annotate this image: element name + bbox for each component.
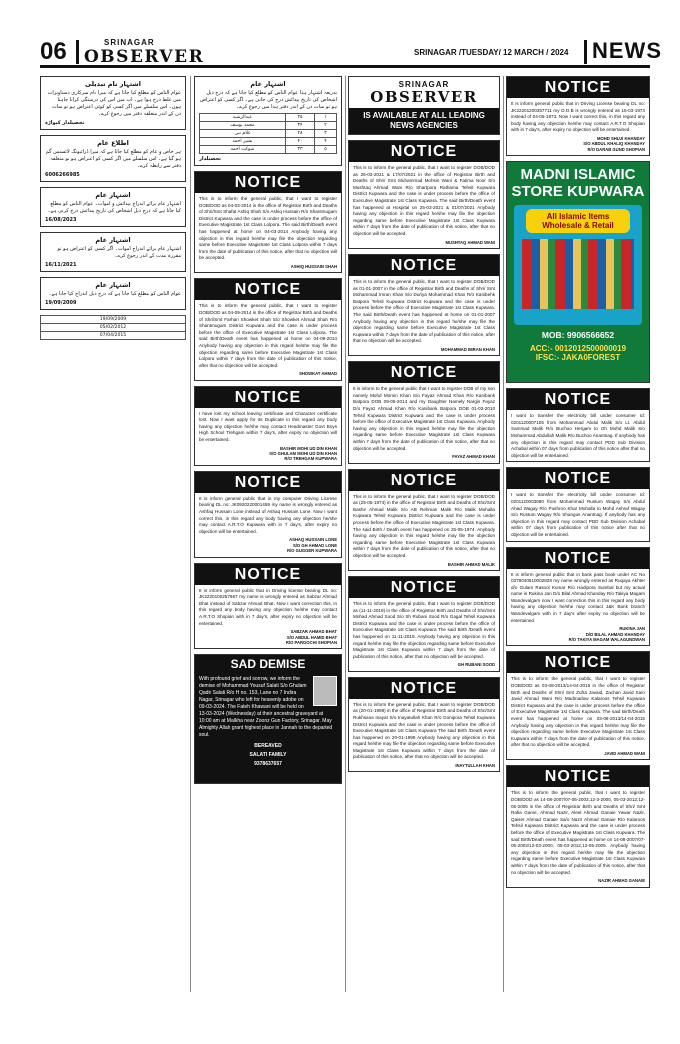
urdu-cell: ۴۰ xyxy=(285,138,314,146)
signature-line: SABZAR AHMAD BHAT xyxy=(290,629,337,635)
urdu-title: اشتہار عام xyxy=(95,191,131,199)
notice-title: NOTICE xyxy=(507,652,649,673)
urdu-signature: 16/11/2021 xyxy=(45,262,77,268)
demise-body: With profound grief and sorrow, we inform the demise of Mohammad Yousuf Salati S/o Ghulam Qadir Salati R/o H no. 153, Lane no 7 Indira Nagar, Srinagar who left for heavenly adobe on 09-03-2024. The Fateh Khawani will be held on 13-03-2024 (Wednesday) at their ancestral graveyard at 10:00 am at Malkha near Zoonz Gun Factory, Srinagar. May Almighty Allah grant highest place in Jannah to the departed soul. xyxy=(199,676,333,739)
notice-box xyxy=(348,254,500,356)
urdu-cell: ۵ xyxy=(315,146,337,154)
promo-availability: IS AVAILABLE AT ALL LEADING NEWS AGENCIES xyxy=(349,108,499,134)
urdu-signature: تحصیلدار کپواڑہ xyxy=(45,120,85,126)
notice-box xyxy=(506,388,650,462)
issue-date: SRINAGAR /TUESDAY/ 12 MARCH / 2024 xyxy=(414,48,569,57)
urdu-notice xyxy=(40,277,186,310)
demise-family: SALATI FAMILY xyxy=(249,752,287,759)
notice-box xyxy=(506,467,650,541)
urdu-column xyxy=(40,76,186,992)
store-name: MADNI ISLAMIC STORE KUPWARA xyxy=(511,166,645,201)
urdu-text: ہر خاص و عام کو مطلع کیا جاتا ہے کہ میرا ڈرائیونگ لائسنس گم ہو گیا ہے۔ اس سلسلے میں اگر کسی کو اعتراض ہو تو متعلقہ دفتر سے رابطہ کرے۔ xyxy=(45,149,181,169)
signature-line: R/O TAKIYA MAGAM WALAGUNDWAN xyxy=(568,637,645,643)
urdu-text: عوام الناس کو مطلع کیا جاتا ہے کہ میرا نام سرکاری دستاویزات میں غلط درج ہوا ہے۔ اب میں اس کی درستگی کرانا چاہتا ہوں۔ اس سلسلے میں اگر کسی کو کوئی اعتراض ہو تو سات دن کے اندر متعلقہ دفتر میں رجوع کرے۔ xyxy=(47,90,181,117)
signature-line: R/O DARAB GUND SHOPIAN xyxy=(587,146,645,152)
ad-mobile: MOB: 9906566652 xyxy=(541,330,615,341)
notice-body: This is to inform the general public, that I want to register DOB/DOD as 01-01-2007 in the office of Registrar Birth and Deaths of Shri/ Smt Mohammad Imran Khan S/o Duriya Mohammad Khan R/o Kanibehk Batpora Tehsil Kupwara District Kupwara and the case is under process before the office of Executive Magistrate 1st Class Kupwara. The said Birth/Death event has happened at home on 01-01-2007 Anybody having any objection in this regard he/she may file the objection regarding same before Executive Magistrate 1st Class Kupwara within 7 days from the date of publication of this notice, after that no objection will be accepted. xyxy=(353,278,495,344)
notice-title: NOTICE xyxy=(507,77,649,98)
notice-box xyxy=(194,563,342,650)
notice-title: NOTICE xyxy=(349,470,499,491)
urdu-title: اشتہار عام xyxy=(95,281,131,289)
section-divider xyxy=(584,40,587,64)
column-rule xyxy=(190,76,191,992)
urdu-date-table xyxy=(40,315,186,340)
urdu-date-cell: 07/04/2015 xyxy=(41,332,186,340)
signature-line: FAYAZ AHMAD KHAN xyxy=(452,454,495,460)
notice-title: NOTICE xyxy=(349,255,499,276)
notice-body: This is to inform the general public, that I want to register DOB/DOD as 04-03-2014 in the office of Registrar Birth and Deaths of Shri/Smt Shafat Ashiq Shah S/o Ashiq Hussain R/o Shantmugam District Kupwara and the case is under process before the office of Executive Magistrate 1st Class Lolpora. The said Birth/Death event has happened at home on 04-03-2014 Anybody having any objection in this regard he/she may file the objection regarding same before Executive Magistrate 1st Class Lolpora within 7 days from the date of publication of this notice, after that no objection will be accepted. xyxy=(199,196,337,261)
signature-line: NAZIR AHMAD GANAIE xyxy=(598,878,645,884)
urdu-text: اشتہار عام برائے اندراج پیدائش و اموات۔ عوام الناس کو مطلع کیا جاتا ہے کہ درج ذیل اشخاص کی تاریخ پیدائش درج کرنی ہے۔ xyxy=(47,201,181,214)
notice-signature xyxy=(349,347,499,355)
notice-box xyxy=(194,471,342,558)
notice-box xyxy=(506,547,650,647)
notice-body: This is to inform the general public, that I want to register DOB/DOD as 04-09-2014 in the office of Registrar Birth and Deaths of Shri/Smt Farhan Showket Shah S/o Showket Ahmad Shah R/o Shantmugam District Kupwara and the case is under process before the office of Executive Magistrate 1st Class Lolpora. The said Birth/Death event has happened at home on 04-09-2014 Anybody having any objection in this regard he/she may file the objection regarding same before Executive Magistrate 1st Class Lolpora within 7 days from the date of publication of this notice, after that no objection will be accepted. xyxy=(199,303,337,368)
notice-box xyxy=(506,651,650,760)
notice-box xyxy=(506,76,650,156)
notice-box xyxy=(348,576,500,672)
demise-bereaved: BEREAVED xyxy=(254,743,282,750)
section-name: NEWS xyxy=(592,38,662,63)
notice-signature xyxy=(507,136,649,155)
signature-line: ASHAQ HUSSAIN LONE xyxy=(289,537,337,543)
demise-title: SAD DEMISE xyxy=(195,655,341,673)
notice-body: I have lost my school leaving certificate and Character certificate lost. Now I want apply for its Duplicate in this regard any body having any objection he/she may contact Headmaster Govt Boys High School Trehgam within 7 day's, after expiry no objection will be entertained. xyxy=(199,410,337,443)
masthead-small: SRINAGAR xyxy=(104,38,155,47)
notice-body: It is inform general public that in Driving license bearing DL no: JK2220100257667 my name is wrongly entered as Sabzar Ahmad Bhat instead of Sabzar Ahmad Bhat. Now I want correction this, in this regard any body having any objection he/she may contact A.R.T.O Shopian with in 7 day's, after expiry no objection will be entertained. xyxy=(199,587,337,626)
notice-body: It is inform general public that in Driving License bearing DL no: JK22201200357711 my D.O.B is wrongly entered as 15-03-1974 instead of 04-05-1973. Now I want correct this, in this regard any body having any objection he/she may contact A.R.T.O Shopian with in 7 day's, after expiry no objection will be entertained. xyxy=(511,101,645,133)
signature-line: BASHIR MOHI UD DIN KHAN xyxy=(280,445,337,451)
signature-line: R/O GUGGER KUPWARA xyxy=(286,548,337,554)
urdu-cell: محمد یوسف xyxy=(200,122,286,130)
masthead xyxy=(84,38,204,67)
signature-line: INAYTULLAH KHAN xyxy=(455,763,495,769)
signature-line: S/O ABDUL HAMID BHAT xyxy=(286,634,337,640)
promo-big: OBSERVER xyxy=(370,88,478,106)
notice-signature xyxy=(349,562,499,570)
signature-line: S/O GHULAM MOHI UD DIN KHAN xyxy=(269,451,337,457)
column-rule xyxy=(503,76,504,992)
notice-body: I want to transfer the electricity bill under consumer Id: 0201120007105 from Mohammad Abdul Malik S/o Lt. Abdul Sammad Malik R/o Buchoo Hergam to Gh Mohd Malik S/o Mohammad Abdullah Malik R/o Buchoo Anantnag. If anybody has any objection in this regard may contact PDD Sub Division Achabal within 07 days from publication of this notice after that no objection will be entertained. xyxy=(511,413,645,458)
notice-box xyxy=(194,278,342,380)
notice-body: This is to inform the general public, that I want to register DOB/DOD as 03-08-2013/14-04-2015 in the office of Registrar Birth and Deaths of Shri/ Smt Zufra Javaid, Zachan Javid Sa/o Javid Ahmad Wani R/o Madmadow Kalaroos Tehsil Kupwara District Kupwara and the case is under process before the office of Executive Magistrate 1st Class Kupwara. The said Birth/Death event has happened at home on 03-08-2013/14-04-2015 Anybody having any objection in this regard he/she may file the objection regarding same before Executive Magistrate 1st Class Kupwara within 7 days from the date of publication of this notice, after that no objection will be accepted. xyxy=(511,676,645,748)
notice-title: NOTICE xyxy=(507,389,649,410)
signature-line: BASHIR AHMAD MALIK xyxy=(447,561,495,567)
urdu-text: عوام الناس کو مطلع کیا جاتا ہے کہ درج ذیل اندراج کیا جانا ہے۔ xyxy=(48,291,181,297)
notice-body: I want to transfer the electricity bill under consumer Id: 0201120003690 from Mohammad Rustum Wagay S/o Abdul Ahad Wagay R/o Pushroo Khar Mohalla to Mohd Ashraf Wagay S/o Rustum Wagay R/o Shangus Anantnag. If anybody has any objection in this regard may contact PDD Sub Division Achabal within 07 days from publication of this notice after that no objection will be entertained. xyxy=(511,492,645,537)
sad-demise-notice xyxy=(194,654,342,784)
page-number: 06 xyxy=(40,38,67,65)
promo-small: SRINAGAR xyxy=(398,80,450,89)
urdu-title: اطلاع عام xyxy=(97,139,129,147)
signature-line: SHOWKAT AHMAD xyxy=(299,371,337,377)
notice-title: NOTICE xyxy=(195,472,341,493)
notice-signature xyxy=(507,878,649,886)
column-2 xyxy=(194,76,342,992)
notice-body: This is to inform the general public, that I want to register DOB/DOD as (11-11-2019) in the office of Registrar Birth and Deaths of Shri/Smt Mohad Ahmad Sood S/o Sh Rubani Sood R/o Gagal Tehsil Kupwara District Kupwara and the case is under process before the office of Executive Magistrate 1st Class Kupwara The said Birth /Death event has happened on 11-11-2019. Anybody having any objection in this regard he/she may file the objection regarding same before Executive Magistrate 1st Class Kupwara within 7 days from the date of publication of this notice, after that no objection will be accepted. xyxy=(353,600,495,659)
availability-promo xyxy=(348,76,500,135)
notice-body: This is to inform the general public, that I want to register DOB/DOD as 14-08-2007/07-05-2003,12-3-2000, 05-03-2012,12-05-2005 in the office of Registrar Birth and Deaths of Shri/ Smt Rafia Ganie, Ahmad Nazir, Aleel Ahmad Ganaie Yawar Nazir, Qaiser Ahmad Ganaie Sa/o Nazir Ahmad Ganaie R/o Kalaroos Tehsil Kupwara District Kupwara and the case is under process before the office of Executive Magistrate 1st Class Kupwara. The said Birth/Death event has happened at home on 14-08-2007/07-05-2003/12-03-2000, 05-03-2012,12-05-2005. Anybody having any objection in this regard he/she may file the objection regarding same before Executive Magistrate 1st Class Kupwara within 7 days from the date of publication of this notice, after that no objection will be accepted. xyxy=(511,790,645,875)
signature-line: R/O TREHGAM KUPWARA xyxy=(284,456,337,462)
signature-line: S/O ABDUL KHALIQ KHANDAY xyxy=(583,141,645,147)
notice-title: NOTICE xyxy=(349,362,499,383)
urdu-cell: ۳۴ xyxy=(285,122,314,130)
notice-title: NOTICE xyxy=(195,387,341,408)
urdu-notice xyxy=(40,76,186,130)
notice-box xyxy=(194,171,342,273)
urdu-date-cell: 05/02/2012 xyxy=(41,324,186,332)
notice-body: This is to inform the general public, that I want to register DOB/DOD as (20-01-1998) in the office of Registrar Birth and Deaths of Shri/Smt Rukhsana Inayat S/o Inayatullah Khan R/o Gonipora Tehsil Kupwara District Kupwara and the case is under process before the office of Executive Magistrate 1st Class Kupwara The said Birth /Death event has happened on 20-01-1998 Anybody having any objection in this regard he/she may file the objection regarding same before Executive Magistrate 1st Class Kupwara within 7 days from the date of publication of this notice, after that no objection will be accepted. xyxy=(353,701,495,760)
urdu-cell: عبدالرشید xyxy=(200,114,286,122)
ad-image xyxy=(514,205,642,325)
urdu-text: اشتہار عام برائے اندراج اموات۔ اگر کسی کو اعتراض ہو تو مقررہ مدت کے اندر رجوع کرے۔ xyxy=(57,246,181,259)
urdu-table xyxy=(199,113,337,154)
page-header xyxy=(40,36,662,68)
notice-box xyxy=(348,361,500,463)
notice-box xyxy=(348,140,500,249)
signature-line: MOHD SHUJI KHANDAY xyxy=(596,135,645,141)
notice-signature xyxy=(349,662,499,670)
urdu-cell: شوکت احمد xyxy=(200,146,286,154)
urdu-signature: تحصیلدار xyxy=(199,156,221,162)
urdu-title: اشتہار عام xyxy=(250,80,286,88)
notice-signature xyxy=(195,629,341,648)
notice-signature xyxy=(195,264,341,272)
notice-box xyxy=(506,765,650,887)
notice-signature xyxy=(507,626,649,645)
notice-signature xyxy=(349,454,499,462)
notice-signature xyxy=(195,446,341,465)
column-4 xyxy=(506,76,650,992)
notice-box xyxy=(194,386,342,466)
notice-signature xyxy=(507,751,649,759)
signature-line: JAVID AHMAD WANI xyxy=(604,751,645,756)
urdu-cell: ۱ xyxy=(315,114,337,122)
notice-title: NOTICE xyxy=(195,564,341,585)
urdu-cell: ۲۵ xyxy=(285,114,314,122)
urdu-cell: غلام نبی xyxy=(200,130,286,138)
urdu-cell: ۳ xyxy=(315,130,337,138)
urdu-date-cell: 19/09/2009 xyxy=(41,316,186,324)
notice-signature xyxy=(195,537,341,556)
signature-line: D/O BILAL AHMAD KHANDAY xyxy=(585,631,645,637)
urdu-cell: ۳۳ xyxy=(285,146,314,154)
notice-body: It is inform general public that in bank pass book under AC No 0379040510002828 my name wrongly entered as Ruqaya Akhter d/o Gulam Rasool Kumar R/o Hadipora Sumbal but my actual name is Rukina Jan D/o Bilal Ahmad Khanday R/o Takiya Magam Wandevalgam now I want correction this in this regard any body having any objection he/she may contact J&K Bank branch Wandevalgam with in 7 day's after expiry no objection will be entertained. xyxy=(511,571,645,623)
urdu-notice xyxy=(40,135,186,182)
urdu-notice xyxy=(194,76,342,166)
urdu-cell: ۲ xyxy=(315,122,337,130)
urdu-notice xyxy=(40,232,186,272)
urdu-title: اشتہار عام xyxy=(95,236,131,244)
notice-signature xyxy=(349,763,499,771)
notice-signature xyxy=(195,371,341,379)
urdu-cell: بشیر احمد xyxy=(200,138,286,146)
notice-title: NOTICE xyxy=(349,577,499,598)
notice-body: It is inform to the general public that I want to register DOB of my son namely Mohd Momin Khan S/o Fayaz Ahmad Khan R/o Kanibank Batpora DOB 09-05-2014 and my Daughter Namely Nargis Fayaz D/o Fayaz Ahmad Khan R/o Kanibank Batpora DOB 01-03-2010 Tehsil Kupwara District Kupwara and the case is under process before the office of Executive Magistrate 1st Class Kupwara. Anybody having any objection in this regard he/she may file the objection regarding same before Executive Magistrate 1st Class Kupwara within 7 days from the date of publication of this notice, after that no objection will be accepted. xyxy=(353,386,495,451)
urdu-notice xyxy=(40,187,186,227)
urdu-signature: 19/09/2009 xyxy=(45,300,77,306)
urdu-title: اشتہار نام تبدیلی xyxy=(85,80,141,88)
notice-title: NOTICE xyxy=(195,279,341,300)
shelf-image xyxy=(522,239,634,309)
urdu-signature: 6006266985 xyxy=(45,172,80,178)
notice-title: NOTICE xyxy=(507,548,649,569)
notice-title: NOTICE xyxy=(507,766,649,787)
ad-ifsc: IFSC:- JAKA0FOREST xyxy=(535,353,621,363)
signature-line: GH RUBANI SOOD xyxy=(457,662,495,668)
signature-line: MUSHTAQ AHMAD WANI xyxy=(445,239,495,245)
notice-title: NOTICE xyxy=(195,172,341,193)
notice-box xyxy=(348,469,500,571)
column-rule xyxy=(345,76,346,992)
ad-badge: All Islamic Items Wholesale & Retail xyxy=(526,209,630,233)
demise-phone: 9378637657 xyxy=(254,761,282,768)
demise-body-box xyxy=(195,673,341,783)
signature-line: RUKINA JAN xyxy=(619,626,645,632)
masthead-big: OBSERVER xyxy=(84,47,205,67)
notice-signature xyxy=(349,240,499,248)
notice-body: This is to inform the general public, that I want to register DOB/DOD as 25-03-2021 & 17/07/2021 in the office of Registrar Birth and Deaths of Shri/ Smt Muhammad Mohsin Wani & Fatima Noor S/o Mushtaq Ahmad Wani R/o Shartpora Rathama Tehsil Kupwara District Kupwara and the case is under process before the office of Executive Magistrate 1st Class Kupwara. The said Birth/Death event has happened at Hospital on 25-03-2021 & 01/07/2021 Anybody having any objection in this regard he/she may file the objection regarding same before Executive Magistrate 1st Class Kupwara within 7 days from the date of publication of this notice, after that no objection will be accepted. xyxy=(353,165,495,236)
notice-title: NOTICE xyxy=(349,678,499,699)
header-divider xyxy=(76,40,79,64)
column-3 xyxy=(348,76,500,992)
urdu-cell: ۲۸ xyxy=(285,130,314,138)
notice-title: NOTICE xyxy=(507,468,649,489)
signature-line: MOHAMMAD IMRAN KHAN xyxy=(441,346,495,352)
urdu-text: بذریعہ اشتہار ہذا عوام الناس کو مطلع کیا جاتا ہے کہ درج ذیل اشخاص کی تاریخ پیدائش درج کی جانی ہے۔ اگر کسی کو اعتراض ہو تو سات دن کے اندر دفتر ہذا میں رجوع کرے۔ xyxy=(200,90,337,110)
notice-title: NOTICE xyxy=(349,141,499,162)
madni-store-advertisement xyxy=(506,161,650,383)
notice-body: It is inform general public that in my computer Driving License bearing DL no: JK0920220001459 my name is wrongly entered as Ashfaq Hussain Lone instead of Ashaq Hussain Lone. Now I want correct this, in this regard any body having any objection he/she may contact A.R.T.O Kupwara with in 7 day's, after expiry no objection will be entertained. xyxy=(199,495,337,534)
ad-account: ACC:- 0012012500000019 xyxy=(529,344,627,354)
signature-line: ASHIQ HUSSAIN SHAH xyxy=(290,263,337,269)
signature-line: S/O GH AHMAD LONE xyxy=(292,542,337,548)
notice-body: This is to inform the general public, that I want to register DOB/DOD as (25-05-1974) in the office of Registrar Birth and Deaths of Shri/Smt Bashir Ahmad Malik S/o AB Rehman Malik R/o Malik Mohalla Kupwara Tehsil Kupwara District Kupwara and the case is under process before the office of Executive Magistrate 1st Class Kupwara. The said Birth / Death event has happened on 25-05-1974. Anybody having any objection in this regard he/she may file the objection regarding same before Executive Magistrate 1st Class Kupwara within 7 days from the date of publication of this notice, after that no objection will be accepted. xyxy=(353,493,495,558)
deceased-photo xyxy=(313,676,337,706)
signature-line: R/O PARGOCHI SHOPIAN xyxy=(285,640,337,646)
notice-box xyxy=(348,677,500,773)
urdu-cell: ۴ xyxy=(315,138,337,146)
urdu-signature: 16/08/2023 xyxy=(45,217,77,223)
